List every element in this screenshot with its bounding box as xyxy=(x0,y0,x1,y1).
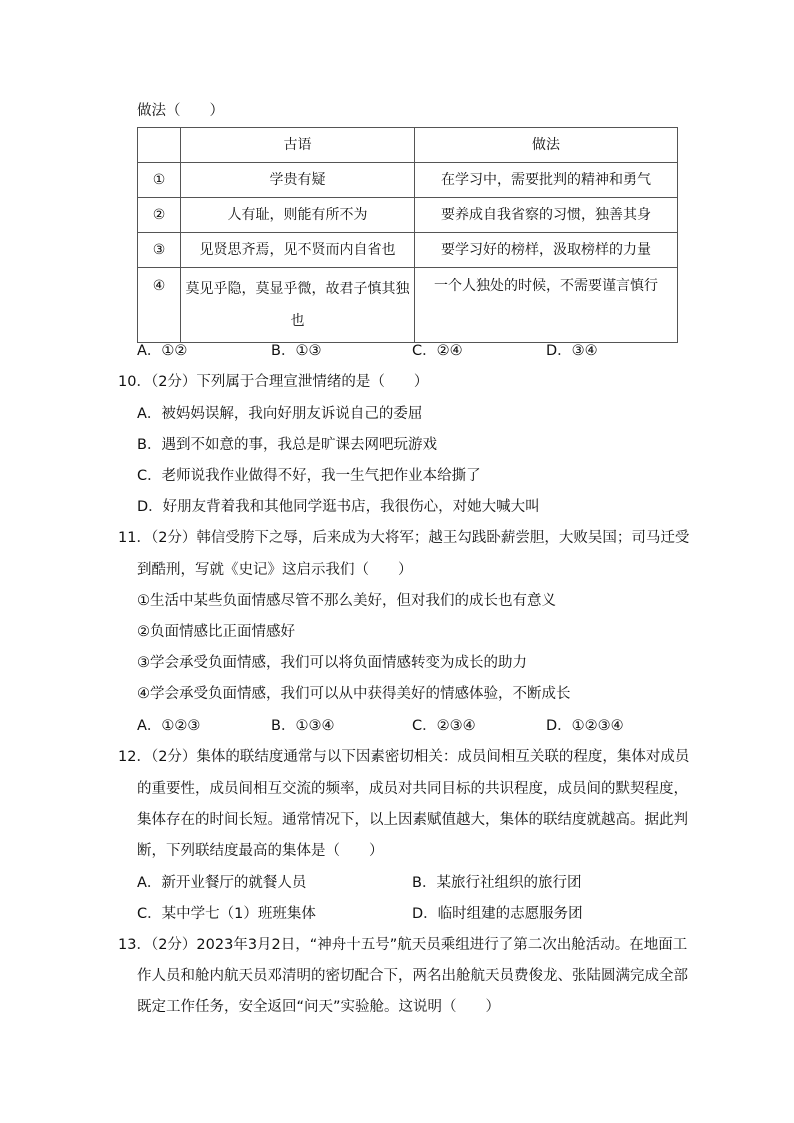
table-row xyxy=(138,198,678,233)
q9-option-d: D．③④ xyxy=(546,343,598,359)
q10-option-b: B．遇到不如意的事，我总是旷课去网吧玩游戏 xyxy=(137,437,437,453)
q9-option-a: A．①② xyxy=(137,343,188,359)
table-row xyxy=(138,233,678,268)
row-number: ① xyxy=(138,163,181,198)
q11-stem-line2: 到酷刑，写就《史记》这启示我们（ ） xyxy=(137,562,413,578)
header-no-cell xyxy=(138,128,181,163)
q11-statement-1: ①生活中某些负面情感尽管不那么美好，但对我们的成长也有意义 xyxy=(137,593,556,609)
q9-option-b: B．①③ xyxy=(271,343,322,359)
q13-stem-line3: 既定工作任务，安全返回“问天”实验舱。这说明（ ） xyxy=(137,999,501,1015)
q13-stem-line2: 作人员和舱内航天员邓清明的密切配合下，两名出舱航天员费俊龙、张陆圆满完成全部 xyxy=(137,968,688,984)
table-row xyxy=(138,163,678,198)
q11-stem-line1: 11．（2分）韩信受胯下之辱，后来成为大将军；越王勾践卧薪尝胆，大败吴国；司马迁受 xyxy=(118,530,690,546)
q12-stem-line3: 集体存在的时间长短。通常情况下，以上因素赋值越大，集体的联结度就越高。据此判 xyxy=(137,812,688,828)
q10-option-a: A．被妈妈误解，我向好朋友诉说自己的委屈 xyxy=(137,406,423,422)
q12-option-c: C．某中学七（1）班班集体 xyxy=(137,906,316,922)
table-header-row xyxy=(138,128,678,163)
q12-option-a: A．新开业餐厅的就餐人员 xyxy=(137,875,307,891)
q10-stem: 10．（2分）下列属于合理宣泄情绪的是（ ） xyxy=(118,374,429,390)
q11-statement-2: ②负面情感比正面情感好 xyxy=(137,624,295,640)
row-saying-line2: 也 xyxy=(290,313,305,329)
row-number: ④ xyxy=(138,268,181,343)
q12-stem-line4: 断，下列联结度最高的集体是（ ） xyxy=(137,843,384,859)
row-number: ③ xyxy=(138,233,181,268)
table-row xyxy=(138,268,678,343)
q13-stem-line1: 13．（2分）2023年3月2日，“神舟十五号”航天员乘组进行了第二次出舱活动。在地面工 xyxy=(118,937,688,953)
row-saying xyxy=(181,268,415,343)
row-number: ② xyxy=(138,198,181,233)
row-practice: 一个人独处的时候，不需要谨言慎行 xyxy=(415,268,678,343)
q11-option-a: A．①②③ xyxy=(137,718,201,734)
q9-table xyxy=(137,127,678,343)
row-saying: 见贤思齐焉，见不贤而内自省也 xyxy=(181,233,415,268)
q11-option-d: D．①②③④ xyxy=(546,718,624,734)
q10-option-c: C．老师说我作业做得不好，我一生气把作业本给撕了 xyxy=(137,468,481,484)
header-saying-cell: 古语 xyxy=(181,128,415,163)
row-saying: 人有耻，则能有所不为 xyxy=(181,198,415,233)
q9-stem-tail: 做法（ ） xyxy=(137,103,224,119)
header-practice-cell: 做法 xyxy=(415,128,678,163)
row-saying-line1: 莫见乎隐，莫显乎微，故君子慎其独 xyxy=(185,281,410,297)
q11-option-b: B．①③④ xyxy=(271,718,335,734)
row-practice: 在学习中，需要批判的精神和勇气 xyxy=(415,163,678,198)
q12-stem-line2: 的重要性，成员间相互交流的频率，成员对共同目标的共识程度，成员间的默契程度， xyxy=(137,781,688,797)
q11-statement-4: ④学会承受负面情感，我们可以从中获得美好的情感体验，不断成长 xyxy=(137,686,571,702)
q10-option-d: D．好朋友背着我和其他同学逛书店，我很伤心，对她大喊大叫 xyxy=(137,499,540,515)
q9-option-c: C．②④ xyxy=(412,343,463,359)
q11-option-c: C．②③④ xyxy=(412,718,476,734)
q12-option-b: B．某旅行社组织的旅行团 xyxy=(412,875,582,891)
q12-option-d: D．临时组建的志愿服务团 xyxy=(412,906,583,922)
row-saying: 学贵有疑 xyxy=(181,163,415,198)
q12-stem-line1: 12．（2分）集体的联结度通常与以下因素密切相关：成员间相互关联的程度，集体对成员 xyxy=(118,749,690,765)
q11-statement-3: ③学会承受负面情感，我们可以将负面情感转变为成长的助力 xyxy=(137,655,527,671)
row-practice: 要养成自我省察的习惯，独善其身 xyxy=(415,198,678,233)
row-practice: 要学习好的榜样，汲取榜样的力量 xyxy=(415,233,678,268)
